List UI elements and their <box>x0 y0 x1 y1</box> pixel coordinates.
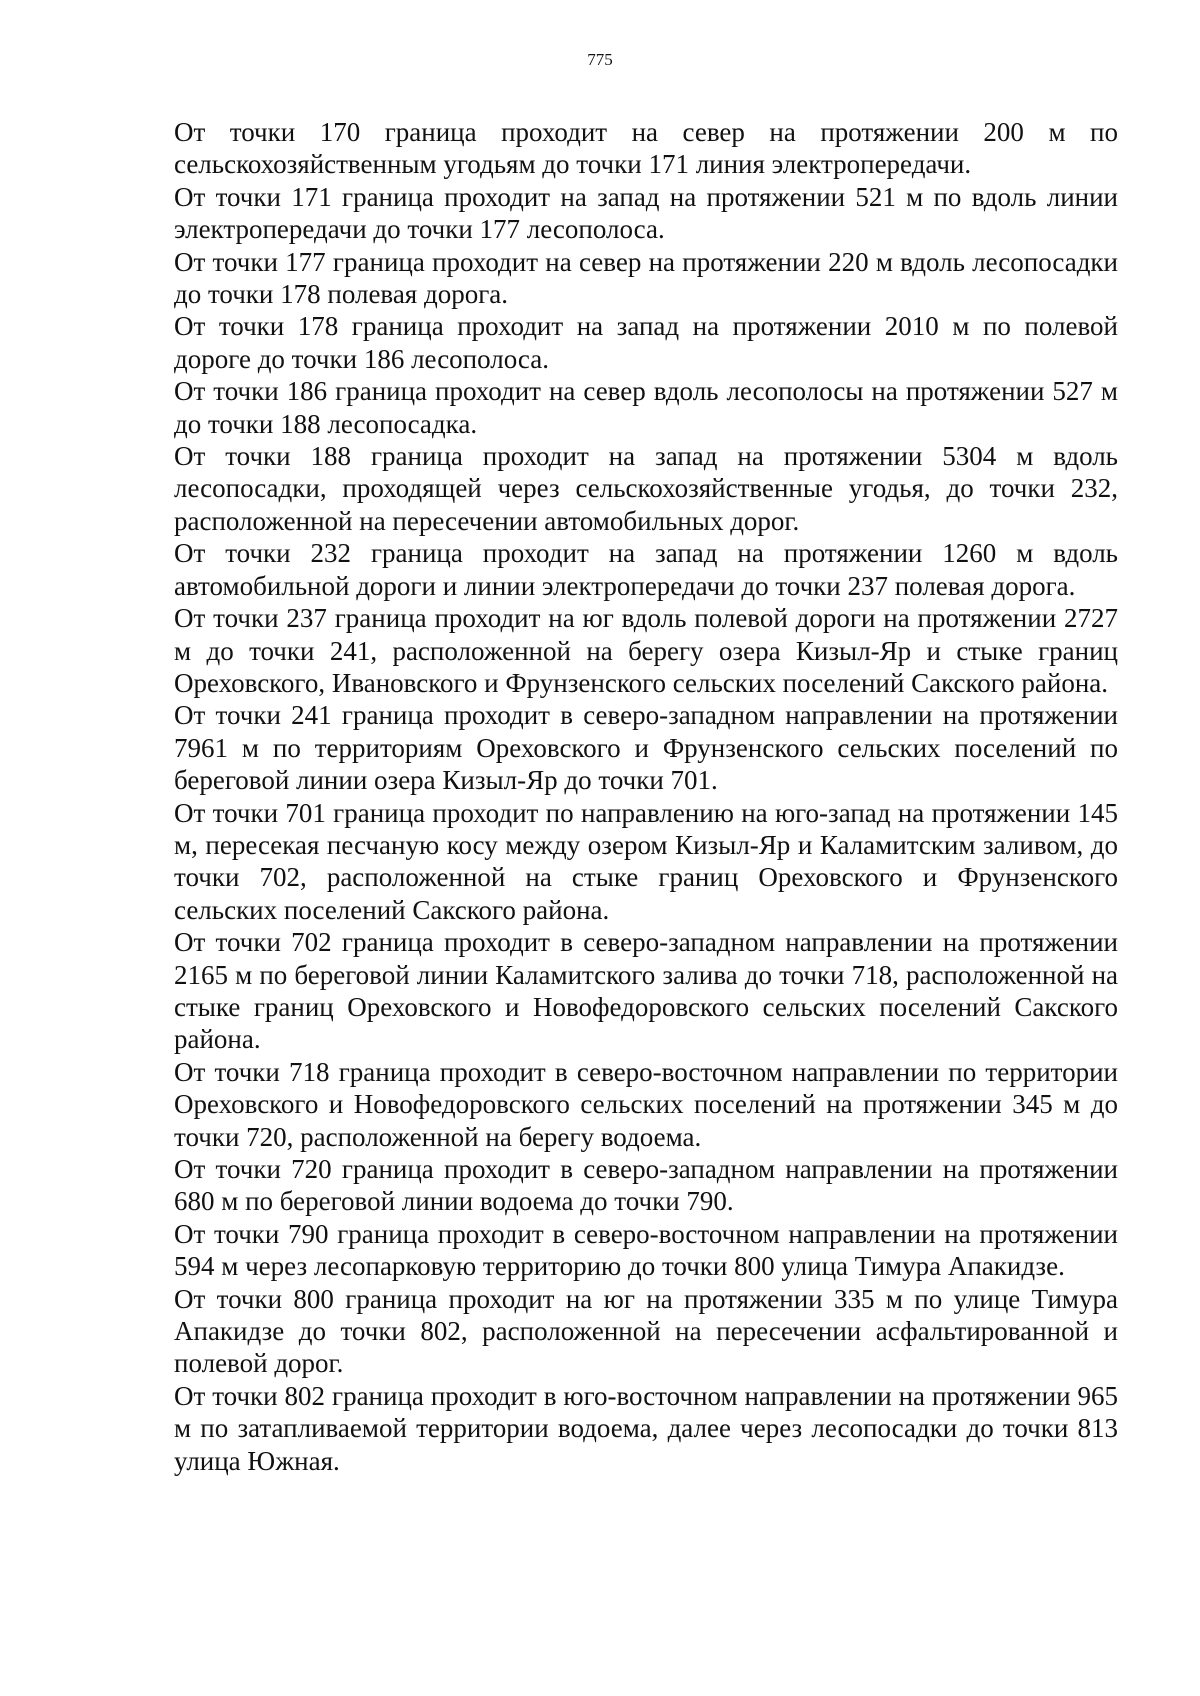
paragraph: От точки 171 граница проходит на запад на протяжении 521 м по вдоль линии электропередачи до точки 177 лесополоса. <box>174 181 1118 245</box>
paragraph: От точки 186 граница проходит на север вдоль лесополосы на протяжении 527 м до точки 188 лесопосадка. <box>174 376 1118 439</box>
paragraph: От точки 177 граница проходит на север на протяжении 220 м вдоль лесопосадки до точки 178 полевая дорога. <box>174 246 1118 310</box>
paragraph: От точки 702 граница проходит в северо-западном направлении на протяжении 2165 м по береговой линии Каламитского залива до точки 718, расположенной на стыке границ Ореховского и Новофедоровского сельских поселений Сакского района. <box>174 927 1118 1055</box>
page-number: 775 <box>587 50 613 69</box>
paragraph: От точки 802 граница проходит в юго-восточном направлении на протяжении 965 м по затапливаемой территории водоема, далее через лесопосадки до точки 813 улица Южная. <box>174 1380 1118 1476</box>
paragraph: От точки 701 граница проходит по направлению на юго-запад на протяжении 145 м, пересекая песчаную косу между озером Кизыл-Яр и Каламитским заливом, до точки 702, расположенной на стыке границ Ореховского и Фрунзенского сельских поселений Сакского района. <box>174 797 1118 925</box>
paragraph: От точки 800 граница проходит на юг на протяжении 335 м по улице Тимура Апакидзе до точки 802, расположенной на пересечении асфальтированной и полевой дорог. <box>174 1283 1118 1379</box>
document-body <box>174 116 1118 1477</box>
paragraph: От точки 790 граница проходит в северо-восточном направлении на протяжении 594 м через лесопарковую территорию до точки 800 улица Тимура Апакидзе. <box>174 1218 1118 1282</box>
paragraph: От точки 170 граница проходит на север на протяжении 200 м по сельскохозяйственным угодьям до точки 171 линия электропередачи. <box>174 117 1118 180</box>
paragraph: От точки 232 граница проходит на запад на протяжении 1260 м вдоль автомобильной дороги и линии электропередачи до точки 237 полевая дорога. <box>174 538 1118 601</box>
paragraph: От точки 718 граница проходит в северо-восточном направлении по территории Ореховского и Новофедоровского сельских поселений на протяжении 345 м до точки 720, расположенной на берегу водоема. <box>174 1056 1118 1152</box>
paragraph: От точки 720 граница проходит в северо-западном направлении на протяжении 680 м по береговой линии водоема до точки 790. <box>174 1154 1118 1217</box>
paragraph: От точки 188 граница проходит на запад на протяжении 5304 м вдоль лесопосадки, проходящей через сельскохозяйственные угодья, до точки 232, расположенной на пересечении автомобильных дорог. <box>174 441 1118 536</box>
paragraph: От точки 237 граница проходит на юг вдоль полевой дороги на протяжении 2727 м до точки 241, расположенной на берегу озера Кизыл-Яр и стыке границ Ореховского, Ивановского и Фрунзенского сельских поселений Сакского района. <box>174 603 1118 698</box>
paragraph: От точки 241 граница проходит в северо-западном направлении на протяжении 7961 м по территориям Ореховского и Фрунзенского сельских поселений по береговой линии озера Кизыл-Яр до точки 701. <box>174 700 1118 796</box>
paragraph: От точки 178 граница проходит на запад на протяжении 2010 м по полевой дороге до точки 186 лесополоса. <box>174 311 1118 374</box>
